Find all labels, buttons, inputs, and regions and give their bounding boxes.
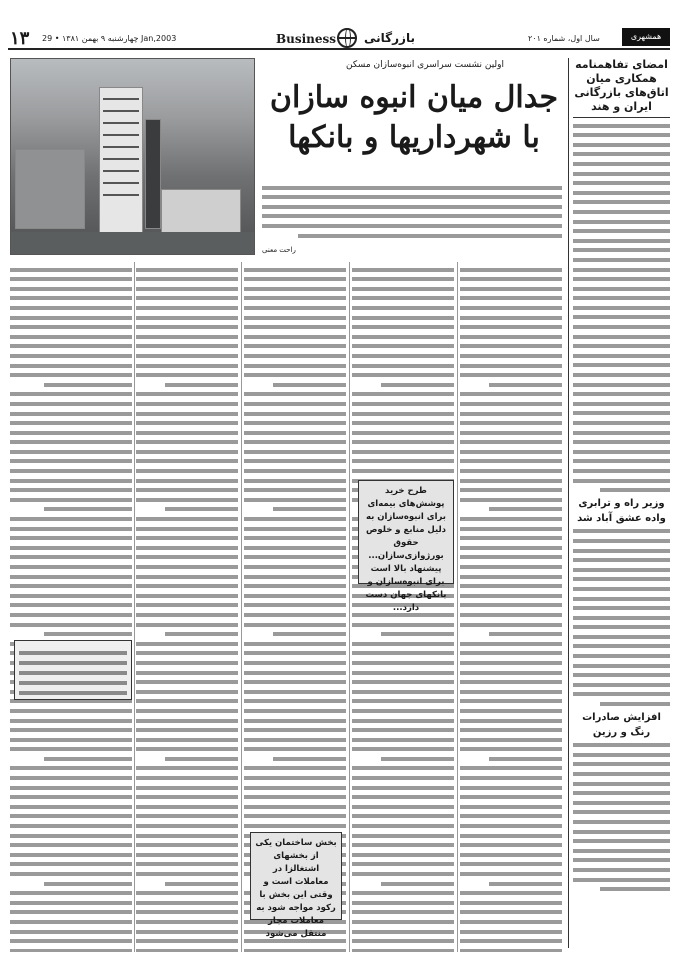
column-rule (241, 262, 242, 952)
issue-line: سال اول، شماره ۲۰۱ (528, 34, 600, 43)
page-number: ۱۳ (10, 28, 30, 49)
building-tower (99, 87, 143, 237)
info-box (14, 640, 132, 700)
section-name-persian: بازرگانی (364, 31, 415, 45)
body-column-4 (136, 262, 238, 952)
date-line: چهارشنبه ۹ بهمن ۱۳۸۱ • 29 Jan,2003 (42, 34, 177, 43)
article-photo (10, 58, 255, 255)
headline-line-2: با شهرداریها و بانکها (288, 120, 540, 155)
sidebar-body-3 (573, 743, 670, 891)
article-byline: راحت معنی (262, 246, 296, 254)
sidebar-body-1 (573, 124, 670, 493)
sidebar-subhead-1b: واده عشق آباد شد (577, 512, 666, 524)
street (11, 232, 255, 254)
newspaper-logo: همشهری (622, 28, 670, 46)
building-shadow (145, 119, 161, 229)
column-rule (457, 262, 458, 952)
building-background (15, 149, 85, 229)
body-column-1 (460, 262, 562, 952)
article-kicker: اولین نشست سراسری انبوه‌سازان مسکن (345, 60, 505, 70)
sidebar-headline: امضای تفاهمنامه همکاری میان اتاق‌های بازرگانی ایران و هند (573, 58, 670, 118)
pull-quote-2: بخش ساختمان یکی از بخشهای اشتغالزا در معاملات است و وقتی این بخش با رکود مواجه شود به معاملات مجاز منتقل می‌شود (250, 832, 342, 920)
section-name-english: Business (276, 32, 337, 46)
sidebar-news (568, 58, 670, 948)
pull-quote-1: طرح خرید پوشش‌های بیمه‌ای برای انبوه‌سازان به دلیل منابع و خلوص حقوق بورژوازی‌سازان... پیشنهاد بالا است برای انبوه‌سازان و بانکهای جهان دست دارد... (358, 480, 454, 584)
article-lead (262, 180, 562, 243)
sidebar-subhead-2: افزایش صادرات (582, 711, 661, 723)
sidebar-subhead-1: وزیر راه و ترابری (578, 497, 665, 509)
sidebar-body-2 (573, 529, 670, 706)
sidebar-subhead-2b: رنگ و رزین (592, 726, 651, 738)
headline-line-1: جدال میان انبوه سازان (269, 80, 559, 115)
page-header (8, 28, 670, 50)
body-column-5 (10, 262, 132, 952)
globe-icon (337, 28, 357, 48)
column-rule (349, 262, 350, 952)
column-rule (134, 262, 135, 952)
